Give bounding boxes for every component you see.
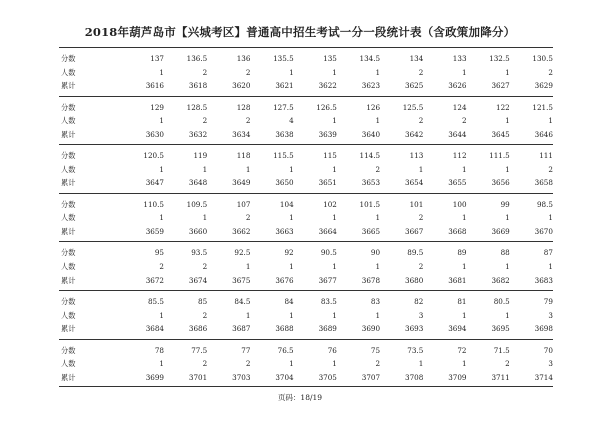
table-cell: 2	[202, 310, 208, 320]
table-cell: 112	[452, 151, 467, 161]
table-cell: 3639	[318, 129, 337, 139]
score-row	[59, 198, 553, 212]
table-cell: 75	[370, 345, 381, 355]
table-cell: 120.5	[143, 151, 164, 161]
table-cell: 3659	[145, 226, 164, 236]
table-cell: 3656	[491, 178, 510, 188]
table-cell: 1	[159, 116, 164, 126]
table-cell: 1	[505, 67, 510, 77]
table-cell: 3618	[188, 81, 208, 91]
cumulative-row	[59, 274, 553, 288]
score-row	[59, 246, 553, 260]
table-cell: 2	[418, 261, 424, 271]
table-cell: 3670	[534, 226, 553, 236]
table-cell: 1	[505, 310, 510, 320]
table-cell: 3	[548, 359, 553, 369]
table-cell: 3630	[145, 129, 164, 139]
table-cell: 100	[452, 199, 467, 209]
table-cell: 79	[543, 296, 553, 306]
table-cell: 1	[375, 310, 381, 320]
score-row	[59, 295, 553, 309]
table-cell: 2	[245, 116, 251, 126]
table-cell: 3694	[448, 324, 467, 334]
table-cell: 83	[370, 296, 381, 306]
table-cell: 2	[375, 359, 381, 369]
table-cell: 3681	[448, 275, 467, 285]
table-cell: 1	[245, 310, 251, 320]
cumulative-row	[59, 225, 553, 239]
table-cell: 2	[418, 67, 424, 77]
table-cell: 1	[289, 67, 294, 77]
count-row	[59, 163, 553, 177]
table-cell: 3682	[491, 275, 510, 285]
table-cell: 132.5	[489, 54, 510, 63]
count-row	[59, 114, 553, 128]
table-cell: 1	[461, 213, 467, 223]
score-distribution-table	[59, 47, 553, 387]
table-cell: 3650	[275, 178, 294, 188]
table-cell: 3665	[361, 226, 381, 236]
table-cell: 1	[461, 164, 467, 174]
table-cell: 89.5	[407, 248, 424, 258]
table-cell: 71.5	[493, 345, 510, 355]
table-cell: 3625	[405, 81, 424, 91]
score-row-label: 分数	[61, 54, 76, 63]
table-cell: 3632	[188, 129, 208, 139]
table-cell: 2	[245, 213, 251, 223]
table-cell: 77	[241, 345, 251, 355]
cumulative-row-label: 累计	[61, 324, 76, 334]
count-row-label: 人数	[61, 213, 76, 223]
table-cell: 3662	[232, 226, 251, 236]
table-cell: 1	[461, 67, 467, 77]
count-row	[59, 309, 553, 323]
table-cell: 82	[414, 296, 424, 306]
table-cell: 3645	[491, 129, 510, 139]
table-cell: 1	[289, 164, 294, 174]
table-cell: 2	[418, 116, 424, 126]
table-cell: 122	[496, 102, 510, 112]
cumulative-row	[59, 371, 553, 385]
table-cell: 1	[461, 310, 467, 320]
table-cell: 3655	[448, 178, 467, 188]
table-cell: 99	[500, 199, 510, 209]
table-cell: 3707	[361, 372, 381, 382]
table-cell: 2	[202, 359, 208, 369]
table-cell: 127.5	[273, 102, 294, 112]
table-cell: 124	[452, 102, 467, 112]
table-cell: 3	[548, 310, 553, 320]
table-cell: 3642	[405, 129, 424, 139]
table-cell: 126.5	[316, 102, 337, 112]
table-cell: 3622	[318, 81, 337, 91]
table-cell: 1	[332, 261, 337, 271]
table-cell: 3616	[145, 81, 164, 91]
table-cell: 1	[505, 164, 510, 174]
table-cell: 3621	[275, 81, 294, 91]
table-cell: 3676	[275, 275, 294, 285]
table-cell: 115	[323, 151, 337, 161]
table-cell: 1	[461, 261, 467, 271]
table-cell: 80.5	[493, 296, 510, 306]
table-cell: 3669	[491, 226, 510, 236]
table-cell: 2	[418, 213, 424, 223]
table-cell: 2	[548, 67, 553, 77]
table-block	[59, 339, 553, 388]
count-row-label: 人数	[61, 67, 76, 77]
table-cell: 3688	[275, 324, 294, 334]
table-cell: 1	[548, 261, 553, 271]
table-cell: 3680	[405, 275, 424, 285]
table-block	[59, 290, 553, 339]
table-cell: 2	[245, 67, 251, 77]
table-cell: 121.5	[532, 102, 553, 112]
table-cell: 2	[202, 116, 208, 126]
table-cell: 3620	[232, 81, 251, 91]
score-row-label: 分数	[61, 151, 76, 161]
table-cell: 4	[289, 116, 294, 126]
table-cell: 1	[505, 261, 510, 271]
table-cell: 1	[332, 164, 337, 174]
table-cell: 3667	[405, 226, 424, 236]
table-cell: 1	[159, 359, 164, 369]
table-cell: 85.5	[147, 296, 164, 306]
table-cell: 90	[370, 248, 381, 258]
table-cell: 130.5	[532, 54, 553, 63]
table-block	[59, 47, 553, 96]
table-cell: 3690	[361, 324, 381, 334]
table-cell: 83.5	[320, 296, 337, 306]
table-cell: 126	[366, 102, 381, 112]
cumulative-row	[59, 176, 553, 190]
score-row-label: 分数	[61, 296, 76, 306]
table-cell: 3649	[232, 178, 251, 188]
table-cell: 76	[327, 345, 337, 355]
table-cell: 125.5	[402, 102, 424, 112]
table-cell: 134.5	[359, 54, 381, 63]
table-cell: 2	[159, 261, 164, 271]
table-cell: 3653	[361, 178, 381, 188]
table-cell: 1	[289, 261, 294, 271]
table-cell: 1	[375, 261, 381, 271]
table-cell: 136	[236, 54, 251, 63]
table-cell: 95	[154, 248, 164, 258]
table-block	[59, 96, 553, 145]
score-row-label: 分数	[61, 102, 76, 112]
table-cell: 3705	[318, 372, 337, 382]
count-row-label: 人数	[61, 261, 76, 271]
count-row	[59, 66, 553, 80]
table-cell: 1	[505, 213, 510, 223]
table-cell: 1	[245, 261, 251, 271]
table-cell: 128	[236, 102, 251, 112]
table-cell: 3678	[361, 275, 381, 285]
table-cell: 3658	[534, 178, 553, 188]
table-cell: 2	[548, 164, 553, 174]
table-cell: 1	[375, 116, 381, 126]
table-cell: 73.5	[407, 345, 424, 355]
table-cell: 3660	[188, 226, 208, 236]
table-cell: 129	[150, 102, 164, 112]
table-cell: 1	[548, 213, 553, 223]
cumulative-row-label: 累计	[61, 81, 76, 91]
table-cell: 101.5	[359, 199, 381, 209]
count-row	[59, 357, 553, 371]
score-row-label: 分数	[61, 248, 76, 258]
table-cell: 3664	[318, 226, 337, 236]
table-cell: 1	[332, 213, 337, 223]
table-cell: 113	[409, 151, 424, 161]
table-cell: 70	[543, 345, 553, 355]
table-cell: 98.5	[536, 199, 553, 209]
table-cell: 1	[548, 116, 553, 126]
table-cell: 92.5	[234, 248, 251, 258]
cumulative-row-label: 累计	[61, 226, 76, 236]
table-cell: 3626	[448, 81, 467, 91]
table-cell: 89	[457, 248, 467, 258]
table-cell: 2	[461, 116, 467, 126]
table-cell: 3674	[188, 275, 208, 285]
table-cell: 3704	[275, 372, 294, 382]
table-cell: 78	[154, 345, 164, 355]
table-cell: 85	[198, 296, 208, 306]
table-cell: 115.5	[273, 151, 294, 161]
table-cell: 1	[159, 213, 164, 223]
score-row	[59, 52, 553, 66]
count-row	[59, 260, 553, 274]
table-cell: 84.5	[234, 296, 251, 306]
table-cell: 104	[279, 199, 294, 209]
table-cell: 3634	[232, 129, 251, 139]
table-cell: 1	[505, 116, 510, 126]
table-cell: 1	[461, 359, 467, 369]
table-cell: 1	[159, 67, 164, 77]
table-cell: 118	[236, 151, 251, 161]
table-cell: 1	[289, 359, 294, 369]
count-row-label: 人数	[61, 310, 76, 320]
score-row-label: 分数	[61, 345, 76, 355]
table-cell: 3638	[275, 129, 294, 139]
table-cell: 107	[236, 199, 251, 209]
table-cell: 1	[245, 164, 251, 174]
table-cell: 1	[202, 164, 208, 174]
cumulative-row	[59, 322, 553, 336]
score-row	[59, 149, 553, 163]
table-cell: 2	[245, 359, 251, 369]
table-cell: 3668	[448, 226, 467, 236]
table-cell: 3709	[448, 372, 467, 382]
table-cell: 1	[375, 213, 381, 223]
table-cell: 2	[375, 164, 381, 174]
table-cell: 109.5	[186, 199, 208, 209]
score-row	[59, 344, 553, 358]
table-cell: 3646	[534, 129, 553, 139]
table-cell: 3695	[491, 324, 510, 334]
table-cell: 119	[193, 151, 208, 161]
table-cell: 1	[159, 310, 164, 320]
score-row	[59, 101, 553, 115]
table-cell: 3708	[405, 372, 424, 382]
table-cell: 3698	[534, 324, 553, 334]
table-cell: 92	[284, 248, 294, 258]
table-cell: 3672	[145, 275, 164, 285]
table-cell: 136.5	[186, 54, 208, 63]
table-cell: 3693	[405, 324, 424, 334]
score-row-label: 分数	[61, 199, 76, 209]
table-cell: 3699	[145, 372, 164, 382]
count-row-label: 人数	[61, 359, 76, 369]
cumulative-row	[59, 128, 553, 142]
table-cell: 111.5	[489, 151, 510, 161]
table-cell: 1	[418, 359, 424, 369]
table-cell: 102	[323, 199, 337, 209]
cumulative-row-label: 累计	[61, 129, 76, 139]
cumulative-row-label: 累计	[61, 178, 76, 188]
table-cell: 87	[543, 248, 553, 258]
table-cell: 111	[539, 151, 553, 161]
table-block	[59, 241, 553, 290]
table-cell: 3711	[491, 372, 510, 382]
cumulative-row	[59, 79, 553, 93]
table-cell: 3701	[188, 372, 208, 382]
page-number: 页码：18/19	[277, 393, 323, 402]
table-cell: 2	[202, 261, 208, 271]
table-cell: 3675	[232, 275, 251, 285]
table-cell: 3684	[145, 324, 164, 334]
table-cell: 1	[289, 213, 294, 223]
count-row-label: 人数	[61, 116, 76, 126]
table-cell: 3683	[534, 275, 553, 285]
table-cell: 3703	[232, 372, 251, 382]
table-cell: 3623	[361, 81, 381, 91]
table-cell: 1	[332, 359, 337, 369]
table-cell: 3651	[318, 178, 337, 188]
page-title: 2018年葫芦岛市【兴城考区】普通高中招生考试一分一段统计表（含政策加降分）	[84, 25, 516, 39]
table-cell: 3	[418, 310, 424, 320]
table-cell: 135.5	[273, 54, 294, 63]
table-cell: 1	[159, 164, 164, 174]
table-cell: 3663	[275, 226, 294, 236]
table-cell: 3686	[188, 324, 208, 334]
table-cell: 3629	[534, 81, 553, 91]
table-cell: 3687	[232, 324, 251, 334]
table-cell: 101	[409, 199, 424, 209]
table-cell: 76.5	[277, 345, 294, 355]
cumulative-row-label: 累计	[61, 372, 76, 382]
table-cell: 3627	[491, 81, 510, 91]
table-cell: 1	[332, 310, 337, 320]
count-row	[59, 211, 553, 225]
table-block	[59, 193, 553, 242]
table-cell: 3677	[318, 275, 337, 285]
table-cell: 88	[500, 248, 510, 258]
table-cell: 134	[409, 54, 424, 63]
table-cell: 3654	[405, 178, 424, 188]
table-cell: 3644	[448, 129, 467, 139]
table-cell: 1	[332, 67, 337, 77]
table-cell: 84	[284, 296, 294, 306]
cumulative-row-label: 累计	[61, 275, 76, 285]
table-cell: 1	[332, 116, 337, 126]
table-cell: 128.5	[186, 102, 208, 112]
table-cell: 90.5	[320, 248, 337, 258]
table-cell: 1	[202, 213, 208, 223]
table-cell: 3647	[145, 178, 164, 188]
table-cell: 137	[150, 54, 164, 63]
table-cell: 81	[457, 296, 467, 306]
table-cell: 110.5	[143, 199, 164, 209]
table-cell: 3648	[188, 178, 208, 188]
table-cell: 3714	[534, 372, 553, 382]
table-cell: 135	[323, 54, 337, 63]
table-cell: 93.5	[191, 248, 208, 258]
table-cell: 2	[202, 67, 208, 77]
table-cell: 3689	[318, 324, 337, 334]
table-block	[59, 144, 553, 193]
count-row-label: 人数	[61, 164, 76, 174]
table-cell: 1	[375, 67, 381, 77]
table-cell: 1	[418, 164, 424, 174]
table-cell: 77.5	[191, 345, 208, 355]
table-cell: 72	[457, 345, 467, 355]
table-cell: 114.5	[359, 151, 381, 161]
table-cell: 3640	[361, 129, 381, 139]
table-cell: 1	[289, 310, 294, 320]
table-cell: 2	[505, 359, 510, 369]
table-cell: 133	[452, 54, 467, 63]
